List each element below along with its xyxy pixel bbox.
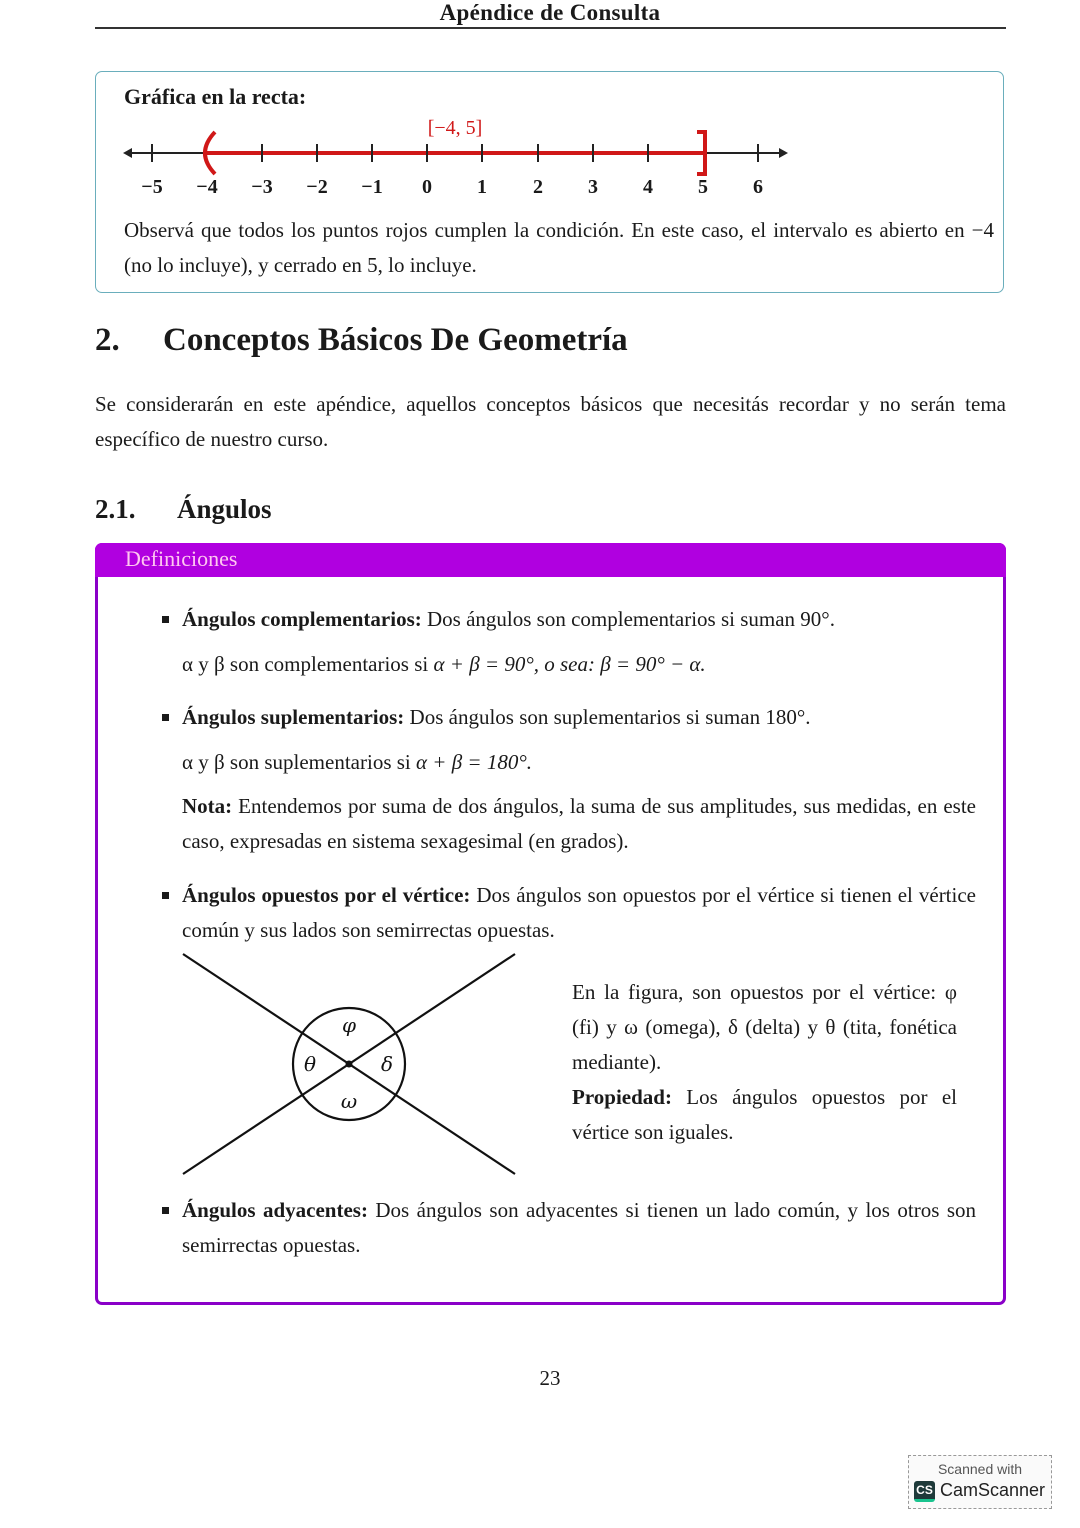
figure-caption: En la figura, son opuestos por el vértice: φ (fi) y ω (omega), δ (delta) y θ (tita, fonética mediante). [572, 980, 957, 1074]
definition-text: Dos ángulos son adyacentes si tienen un lado común, y los otros son semirrectas opuestas. [182, 1198, 976, 1257]
svg-text:−4: −4 [196, 176, 218, 198]
formula-complementarios: α y β son complementarios si α + β = 90°, o sea: β = 90° − α. [182, 652, 706, 676]
subsection-heading [95, 494, 272, 525]
formula: α + β = 180°. [416, 750, 532, 774]
bullet-icon [162, 616, 169, 623]
definition-suplementarios [182, 700, 976, 735]
angle-omega-label: ω [340, 1089, 358, 1113]
term: Ángulos complementarios: [182, 607, 422, 631]
section-number: 2. [95, 322, 120, 358]
section-heading [95, 322, 628, 359]
bullet-icon [162, 714, 169, 721]
watermark-caption: Scanned with [937, 1461, 1023, 1477]
svg-text:4: 4 [643, 176, 653, 198]
svg-text:−5: −5 [141, 176, 163, 198]
header-rule [95, 27, 1006, 29]
formula: α + β = 90°, o sea: β = 90° − α. [433, 652, 706, 676]
svg-text:−1: −1 [361, 176, 383, 198]
number-line-explanation: Observá que todos los puntos rojos cumplen la condición. En este caso, el intervalo es abierto en −4 (no lo incluye), y cerrado en 5, lo incluye. [124, 218, 994, 277]
watermark-brand: CamScanner [940, 1480, 1046, 1500]
svg-text:5: 5 [698, 176, 708, 198]
bullet-icon [162, 892, 169, 899]
section-title: Conceptos Básicos De Geometría [163, 322, 628, 358]
svg-text:2: 2 [533, 176, 543, 198]
bullet-icon [162, 1207, 169, 1214]
angle-delta-label: δ [380, 1052, 394, 1076]
number-line-figure [115, 108, 805, 200]
formula-suplementarios: α y β son suplementarios si α + β = 180°. [182, 750, 532, 774]
note-label: Nota: [182, 794, 233, 818]
note-suplementarios [182, 789, 976, 859]
svg-text:6: 6 [753, 176, 763, 198]
number-line-title: Gráfica en la recta: [124, 84, 307, 109]
definition-text: Dos ángulos son suplementarios si suman 180°. [409, 705, 811, 729]
arrow-left-icon [123, 148, 132, 158]
term: Ángulos opuestos por el vértice: [182, 883, 471, 907]
definition-text: Dos ángulos son opuestos por el vértice si tienen el vértice común y sus lados son semirrectas opuestas. [182, 883, 976, 942]
definition-complementarios [182, 602, 976, 637]
figure-explanation [572, 975, 957, 1150]
svg-text:[−4, 5]: [−4, 5] [427, 117, 483, 139]
term: Ángulos suplementarios: [182, 705, 405, 729]
svg-text:3: 3 [588, 176, 598, 198]
svg-text:−2: −2 [306, 176, 328, 198]
angle-theta-label: θ [303, 1052, 317, 1076]
angle-phi-label: φ [341, 1013, 357, 1037]
svg-text:−3: −3 [251, 176, 273, 198]
subsection-number: 2.1. [95, 494, 136, 524]
definition-opuestos [182, 878, 976, 948]
svg-text:0: 0 [422, 176, 432, 198]
definition-adyacentes [182, 1193, 976, 1263]
camscanner-logo-icon: CS [914, 1481, 935, 1502]
term: Ángulos adyacentes: [182, 1198, 368, 1222]
page-number: 23 [539, 1366, 561, 1390]
property-label: Propiedad: [572, 1085, 672, 1109]
opposite-angles-figure [175, 948, 525, 1180]
svg-text:1: 1 [477, 176, 487, 198]
running-header: Apéndice de Consulta [439, 0, 661, 25]
definitions-label: Definiciones [125, 546, 238, 571]
definition-text: Dos ángulos son complementarios si suman 90°. [427, 607, 835, 631]
property-text: Los ángulos opuestos por el vértice son iguales. [572, 1085, 957, 1144]
arrow-right-icon [779, 148, 788, 158]
subsection-title: Ángulos [177, 494, 272, 524]
section-intro: Se considerarán en este apéndice, aquellos conceptos básicos que necesitás recordar y no serán tema específico de nuestro curso. [95, 392, 1006, 451]
note-text: Entendemos por suma de dos ángulos, la suma de sus amplitudes, sus medidas, en este caso, expresadas en sistema sexagesimal (en grados). [182, 794, 977, 853]
